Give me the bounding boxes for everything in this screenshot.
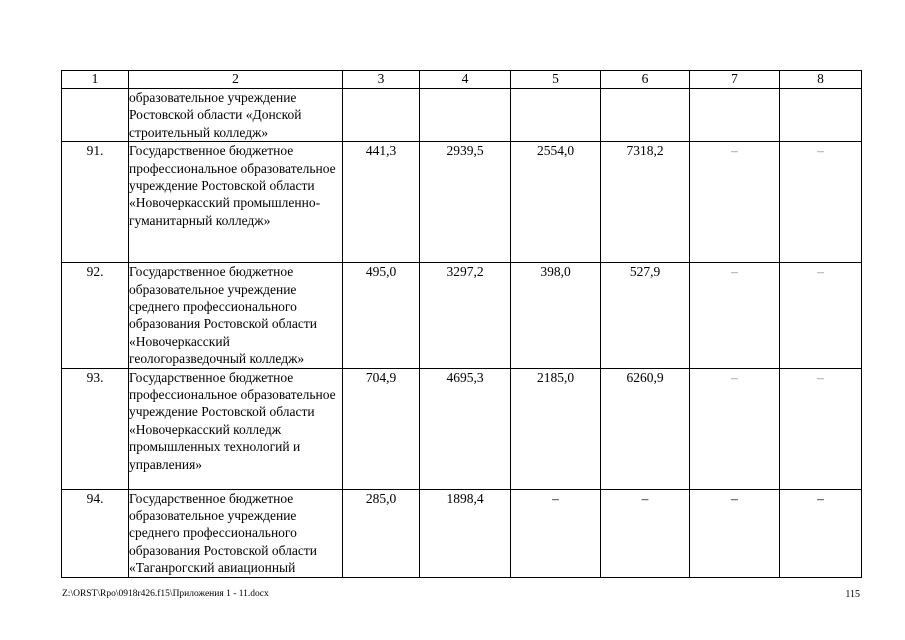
footer-file-path: Z:\ORST\Rpo\0918r426.f15\Приложения 1 - 11.docx [62, 589, 269, 599]
row-number: 91. [62, 142, 129, 263]
column-header-7: 7 [690, 71, 780, 89]
column-header-1: 1 [62, 71, 129, 89]
value-col-7: – [690, 263, 780, 368]
value-col-4: 4695,3 [420, 368, 511, 489]
row-number [62, 89, 129, 142]
column-header-4: 4 [420, 71, 511, 89]
table-row [62, 142, 862, 263]
table-row [62, 489, 862, 577]
column-header-5: 5 [511, 71, 601, 89]
header-row [62, 71, 862, 89]
value-col-4 [420, 89, 511, 142]
appendix-table [61, 70, 862, 578]
value-col-7: – [690, 142, 780, 263]
value-col-6: 7318,2 [601, 142, 690, 263]
value-col-6: 527,9 [601, 263, 690, 368]
row-number: 92. [62, 263, 129, 368]
value-col-3: 495,0 [343, 263, 420, 368]
value-col-8: – [780, 263, 862, 368]
value-col-6: 6260,9 [601, 368, 690, 489]
value-col-7 [690, 89, 780, 142]
institution-name: Государственное бюджетное профессиональное образовательное учреждение Ростовской области «Новочеркасский промышленно-гуманитарный колледж» [129, 142, 343, 263]
value-col-3: 441,3 [343, 142, 420, 263]
value-col-5: 2554,0 [511, 142, 601, 263]
value-col-4: 3297,2 [420, 263, 511, 368]
appendix-table-wrapper [61, 70, 861, 578]
value-col-6 [601, 89, 690, 142]
value-col-7: – [690, 368, 780, 489]
value-col-6: – [601, 489, 690, 577]
institution-name: образовательное учреждение Ростовской области «Донской строительный колледж» [129, 89, 343, 142]
value-col-8 [780, 89, 862, 142]
value-col-3: 704,9 [343, 368, 420, 489]
row-number: 94. [62, 489, 129, 577]
value-col-4: 1898,4 [420, 489, 511, 577]
row-number: 93. [62, 368, 129, 489]
value-col-8: – [780, 489, 862, 577]
column-header-3: 3 [343, 71, 420, 89]
institution-name: Государственное бюджетное профессиональное образовательное учреждение Ростовской области «Новочеркасский колледж промышленных технологий и управления» [129, 368, 343, 489]
table-row [62, 263, 862, 368]
value-col-5: 2185,0 [511, 368, 601, 489]
column-header-2: 2 [129, 71, 343, 89]
value-col-8: – [780, 368, 862, 489]
table-row [62, 89, 862, 142]
value-col-8: – [780, 142, 862, 263]
institution-name: Государственное бюджетное образовательное учреждение среднего профессионального образования Ростовской области «Новочеркасский геологоразведочный колледж» [129, 263, 343, 368]
column-header-8: 8 [780, 71, 862, 89]
footer-page-number: 115 [845, 589, 860, 600]
value-col-7: – [690, 489, 780, 577]
value-col-5: 398,0 [511, 263, 601, 368]
value-col-3 [343, 89, 420, 142]
institution-name: Государственное бюджетное образовательное учреждение среднего профессионального образования Ростовской области «Таганрогский авиационный [129, 489, 343, 577]
value-col-5: – [511, 489, 601, 577]
table-row [62, 368, 862, 489]
column-header-6: 6 [601, 71, 690, 89]
value-col-5 [511, 89, 601, 142]
value-col-4: 2939,5 [420, 142, 511, 263]
value-col-3: 285,0 [343, 489, 420, 577]
